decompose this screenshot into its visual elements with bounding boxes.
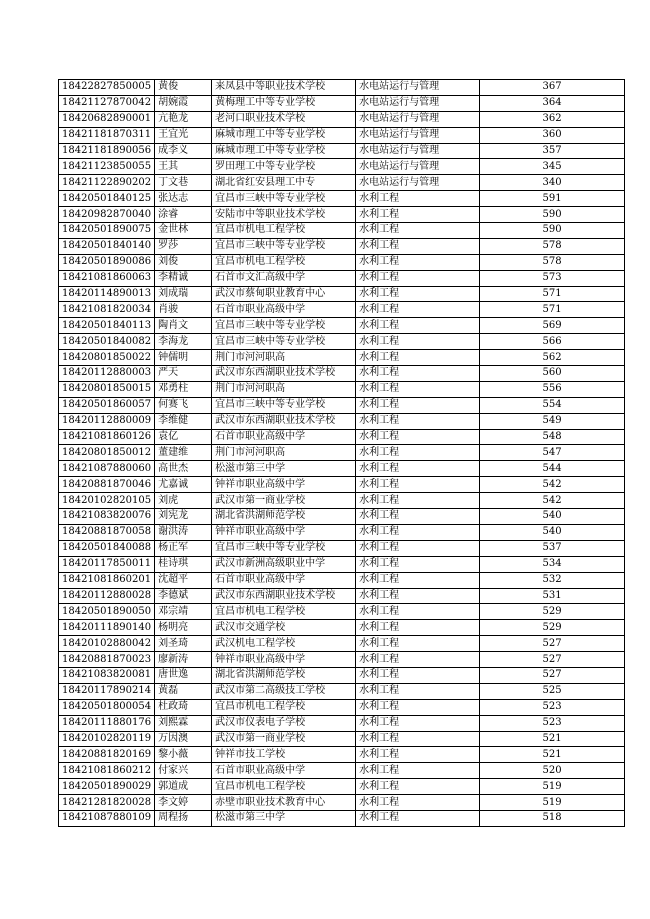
student-name-cell: 亢艳龙 [155,111,212,127]
score-cell: 566 [480,334,625,350]
table-row [59,270,625,286]
student-name-cell: 罗莎 [155,238,212,254]
major-cell: 水利工程 [356,588,480,604]
exam-number-cell: 18421181870311 [59,127,155,143]
exam-number-cell: 18420501890029 [59,779,155,795]
student-name-cell: 涂睿 [155,207,212,223]
exam-number-cell: 18420112880028 [59,588,155,604]
school-cell: 石首市职业高级中学 [212,302,356,318]
student-name-cell: 钟儒明 [155,350,212,366]
exam-number-cell: 18420801850012 [59,445,155,461]
score-cell: 340 [480,175,625,191]
major-cell: 水利工程 [356,731,480,747]
exam-number-cell: 18420112880003 [59,366,155,382]
score-cell: 532 [480,572,625,588]
exam-number-cell: 18421181890056 [59,143,155,159]
score-cell: 560 [480,366,625,382]
score-table [58,79,625,827]
score-cell: 547 [480,445,625,461]
student-name-cell: 刘虎 [155,493,212,509]
school-cell: 湖北省洪湖师范学校 [212,667,356,683]
student-name-cell: 沈超平 [155,572,212,588]
score-cell: 549 [480,413,625,429]
major-cell: 水利工程 [356,667,480,683]
table-row [59,286,625,302]
table-row [59,667,625,683]
exam-number-cell: 18420982870040 [59,207,155,223]
table-row [59,556,625,572]
major-cell: 水利工程 [356,524,480,540]
school-cell: 黄梅理工中等专业学校 [212,95,356,111]
major-cell: 水电站运行与管理 [356,159,480,175]
major-cell: 水利工程 [356,715,480,731]
student-name-cell: 张达志 [155,191,212,207]
student-name-cell: 成李义 [155,143,212,159]
major-cell: 水利工程 [356,270,480,286]
student-name-cell: 廖新涛 [155,652,212,668]
school-cell: 武汉市东西湖职业技术学校 [212,366,356,382]
school-cell: 钟祥市技工学校 [212,747,356,763]
score-cell: 571 [480,286,625,302]
exam-number-cell: 18420112880009 [59,413,155,429]
major-cell: 水利工程 [356,334,480,350]
score-cell: 529 [480,620,625,636]
score-cell: 527 [480,652,625,668]
exam-number-cell: 18420801850022 [59,350,155,366]
student-name-cell: 肖骏 [155,302,212,318]
score-cell: 519 [480,779,625,795]
major-cell: 水利工程 [356,254,480,270]
student-name-cell: 李文婷 [155,795,212,811]
school-cell: 宜昌市机电工程学校 [212,699,356,715]
school-cell: 宜昌市三峡中等专业学校 [212,334,356,350]
exam-number-cell: 18422827850005 [59,80,155,96]
table-row [59,477,625,493]
exam-number-cell: 18420501840082 [59,334,155,350]
school-cell: 武汉市交通学校 [212,620,356,636]
score-cell: 521 [480,747,625,763]
table-row [59,413,625,429]
school-cell: 赤壁市职业技术教育中心 [212,795,356,811]
score-cell: 590 [480,207,625,223]
major-cell: 水利工程 [356,493,480,509]
major-cell: 水利工程 [356,572,480,588]
school-cell: 武汉市新洲高级职业中学 [212,556,356,572]
score-cell: 537 [480,540,625,556]
school-cell: 石首市文汇高级中学 [212,270,356,286]
school-cell: 麻城市理工中等专业学校 [212,143,356,159]
score-cell: 345 [480,159,625,175]
student-name-cell: 周程扬 [155,810,212,826]
score-cell: 367 [480,80,625,96]
exam-number-cell: 18420881870058 [59,524,155,540]
major-cell: 水利工程 [356,207,480,223]
table-row [59,302,625,318]
major-cell: 水利工程 [356,350,480,366]
major-cell: 水利工程 [356,747,480,763]
student-name-cell: 陶肖文 [155,318,212,334]
exam-number-cell: 18421123850055 [59,159,155,175]
score-cell: 519 [480,795,625,811]
score-cell: 357 [480,143,625,159]
school-cell: 荆门市河河职高 [212,445,356,461]
school-cell: 来凤县中等职业技术学校 [212,80,356,96]
major-cell: 水利工程 [356,779,480,795]
score-cell: 540 [480,509,625,525]
major-cell: 水利工程 [356,509,480,525]
student-name-cell: 刘圣琦 [155,636,212,652]
exam-number-cell: 18420102880042 [59,636,155,652]
major-cell: 水利工程 [356,397,480,413]
student-name-cell: 刘宪龙 [155,509,212,525]
table-row [59,715,625,731]
student-name-cell: 邓宗靖 [155,604,212,620]
score-cell: 360 [480,127,625,143]
score-cell: 590 [480,223,625,239]
school-cell: 钟祥市职业高级中学 [212,524,356,540]
student-name-cell: 王宜光 [155,127,212,143]
major-cell: 水利工程 [356,429,480,445]
score-cell: 578 [480,238,625,254]
table-row [59,429,625,445]
student-name-cell: 刘熙霖 [155,715,212,731]
major-cell: 水利工程 [356,620,480,636]
table-row [59,175,625,191]
exam-number-cell: 18421081860126 [59,429,155,445]
exam-number-cell: 18420501890050 [59,604,155,620]
table-row [59,127,625,143]
score-cell: 542 [480,493,625,509]
exam-number-cell: 18420501800054 [59,699,155,715]
major-cell: 水利工程 [356,604,480,620]
table-row [59,95,625,111]
school-cell: 安陆市中等职业技术学校 [212,207,356,223]
score-cell: 569 [480,318,625,334]
exam-number-cell: 18421087880060 [59,461,155,477]
student-name-cell: 杜政琦 [155,699,212,715]
exam-number-cell: 18420881870023 [59,652,155,668]
student-name-cell: 谢洪涛 [155,524,212,540]
major-cell: 水利工程 [356,381,480,397]
major-cell: 水利工程 [356,683,480,699]
student-name-cell: 尤嘉诚 [155,477,212,493]
school-cell: 钟祥市职业高级中学 [212,477,356,493]
student-name-cell: 杨正军 [155,540,212,556]
table-row [59,524,625,540]
exam-number-cell: 18421122890202 [59,175,155,191]
table-row [59,238,625,254]
school-cell: 荆门市河河职高 [212,350,356,366]
table-row [59,509,625,525]
exam-number-cell: 18420501890075 [59,223,155,239]
table-row [59,604,625,620]
school-cell: 松滋市第三中学 [212,461,356,477]
exam-number-cell: 18421081860063 [59,270,155,286]
school-cell: 武汉市第一商业学校 [212,493,356,509]
school-cell: 武汉市第二高级技工学校 [212,683,356,699]
score-cell: 523 [480,699,625,715]
exam-number-cell: 18421081860201 [59,572,155,588]
table-row [59,493,625,509]
table-row [59,366,625,382]
major-cell: 水利工程 [356,810,480,826]
score-cell: 518 [480,810,625,826]
major-cell: 水利工程 [356,699,480,715]
major-cell: 水利工程 [356,540,480,556]
student-name-cell: 董建维 [155,445,212,461]
major-cell: 水电站运行与管理 [356,111,480,127]
major-cell: 水利工程 [356,636,480,652]
school-cell: 石首市职业高级中学 [212,572,356,588]
table-row [59,636,625,652]
school-cell: 宜昌市三峡中等专业学校 [212,238,356,254]
score-cell: 591 [480,191,625,207]
score-cell: 525 [480,683,625,699]
student-name-cell: 刘俊 [155,254,212,270]
table-row [59,779,625,795]
student-name-cell: 桂诗琪 [155,556,212,572]
table-row [59,191,625,207]
score-cell: 544 [480,461,625,477]
score-cell: 527 [480,667,625,683]
major-cell: 水利工程 [356,366,480,382]
student-name-cell: 付家兴 [155,763,212,779]
table-row [59,540,625,556]
major-cell: 水利工程 [356,413,480,429]
student-name-cell: 李维健 [155,413,212,429]
score-cell: 556 [480,381,625,397]
score-cell: 578 [480,254,625,270]
student-name-cell: 李精诚 [155,270,212,286]
table-row [59,588,625,604]
school-cell: 宜昌市三峡中等专业学校 [212,191,356,207]
score-cell: 531 [480,588,625,604]
school-cell: 武汉市蔡甸职业教育中心 [212,286,356,302]
school-cell: 武汉市东西湖职业技术学校 [212,413,356,429]
student-name-cell: 胡婉霞 [155,95,212,111]
student-name-cell: 高世杰 [155,461,212,477]
table-row [59,143,625,159]
exam-number-cell: 18421081820034 [59,302,155,318]
school-cell: 武汉市仪表电子学校 [212,715,356,731]
score-cell: 527 [480,636,625,652]
school-cell: 宜昌市机电工程学校 [212,604,356,620]
score-cell: 554 [480,397,625,413]
school-cell: 武汉市第一商业学校 [212,731,356,747]
exam-number-cell: 18421127870042 [59,95,155,111]
student-name-cell: 王其 [155,159,212,175]
student-name-cell: 金世林 [155,223,212,239]
table-row [59,318,625,334]
exam-number-cell: 18420111880176 [59,715,155,731]
school-cell: 武汉机电工程学校 [212,636,356,652]
score-cell: 520 [480,763,625,779]
score-cell: 523 [480,715,625,731]
table-row [59,699,625,715]
student-name-cell: 李德斌 [155,588,212,604]
major-cell: 水电站运行与管理 [356,95,480,111]
student-name-cell: 黎小薇 [155,747,212,763]
school-cell: 宜昌市机电工程学校 [212,223,356,239]
exam-number-cell: 18420102820105 [59,493,155,509]
score-cell: 362 [480,111,625,127]
major-cell: 水利工程 [356,238,480,254]
school-cell: 松滋市第三中学 [212,810,356,826]
student-name-cell: 郭道成 [155,779,212,795]
school-cell: 老河口职业技术学校 [212,111,356,127]
table-row [59,445,625,461]
student-name-cell: 丁文巷 [155,175,212,191]
school-cell: 麻城市理工中等专业学校 [212,127,356,143]
major-cell: 水电站运行与管理 [356,143,480,159]
exam-number-cell: 18420111890140 [59,620,155,636]
major-cell: 水利工程 [356,286,480,302]
student-name-cell: 邓勇柱 [155,381,212,397]
student-name-cell: 刘成瑞 [155,286,212,302]
exam-number-cell: 18421083820081 [59,667,155,683]
major-cell: 水利工程 [356,318,480,334]
table-row [59,207,625,223]
exam-number-cell: 18420117890214 [59,683,155,699]
table-row [59,620,625,636]
table-row [59,461,625,477]
major-cell: 水利工程 [356,191,480,207]
major-cell: 水利工程 [356,302,480,318]
school-cell: 宜昌市三峡中等专业学校 [212,540,356,556]
exam-number-cell: 18421087880109 [59,810,155,826]
student-name-cell: 杨明亮 [155,620,212,636]
exam-number-cell: 18420117850011 [59,556,155,572]
exam-number-cell: 18420114890013 [59,286,155,302]
school-cell: 荆门市河河职高 [212,381,356,397]
table-row [59,683,625,699]
score-cell: 573 [480,270,625,286]
table-row [59,763,625,779]
exam-number-cell: 18420501840125 [59,191,155,207]
score-cell: 521 [480,731,625,747]
student-name-cell: 黄磊 [155,683,212,699]
school-cell: 湖北省红安县理工中专 [212,175,356,191]
exam-number-cell: 18421081860212 [59,763,155,779]
score-cell: 364 [480,95,625,111]
student-name-cell: 何赛飞 [155,397,212,413]
exam-number-cell: 18420102820119 [59,731,155,747]
exam-number-cell: 18420881870046 [59,477,155,493]
school-cell: 罗田理工中等专业学校 [212,159,356,175]
exam-number-cell: 18420881820169 [59,747,155,763]
major-cell: 水电站运行与管理 [356,127,480,143]
exam-number-cell: 18421083820076 [59,509,155,525]
exam-number-cell: 18420682890001 [59,111,155,127]
table-row [59,795,625,811]
exam-number-cell: 18420501840088 [59,540,155,556]
table-row [59,80,625,96]
student-name-cell: 严天 [155,366,212,382]
table-row [59,254,625,270]
table-row [59,731,625,747]
student-name-cell: 李海龙 [155,334,212,350]
major-cell: 水利工程 [356,652,480,668]
score-cell: 562 [480,350,625,366]
table-row [59,223,625,239]
major-cell: 水利工程 [356,556,480,572]
major-cell: 水利工程 [356,445,480,461]
school-cell: 宜昌市机电工程学校 [212,254,356,270]
score-cell: 542 [480,477,625,493]
score-cell: 548 [480,429,625,445]
student-name-cell: 黄俊 [155,80,212,96]
table-row [59,381,625,397]
student-name-cell: 万因澳 [155,731,212,747]
school-cell: 石首市职业高级中学 [212,429,356,445]
major-cell: 水利工程 [356,763,480,779]
school-cell: 武汉市东西湖职业技术学校 [212,588,356,604]
table-row [59,159,625,175]
score-cell: 540 [480,524,625,540]
school-cell: 宜昌市三峡中等专业学校 [212,318,356,334]
score-cell: 529 [480,604,625,620]
score-table-body [59,80,625,827]
major-cell: 水电站运行与管理 [356,80,480,96]
major-cell: 水利工程 [356,223,480,239]
school-cell: 钟祥市职业高级中学 [212,652,356,668]
table-row [59,572,625,588]
table-row [59,334,625,350]
school-cell: 宜昌市机电工程学校 [212,779,356,795]
table-row [59,111,625,127]
major-cell: 水利工程 [356,477,480,493]
school-cell: 湖北省洪湖师范学校 [212,509,356,525]
exam-number-cell: 18421281820028 [59,795,155,811]
major-cell: 水利工程 [356,795,480,811]
table-row [59,397,625,413]
major-cell: 水利工程 [356,461,480,477]
exam-number-cell: 18420501860057 [59,397,155,413]
major-cell: 水电站运行与管理 [356,175,480,191]
table-row [59,652,625,668]
exam-number-cell: 18420501840140 [59,238,155,254]
table-row [59,810,625,826]
exam-number-cell: 18420801850015 [59,381,155,397]
score-cell: 571 [480,302,625,318]
school-cell: 宜昌市三峡中等专业学校 [212,397,356,413]
student-name-cell: 唐世逸 [155,667,212,683]
table-row [59,350,625,366]
exam-number-cell: 18420501890086 [59,254,155,270]
table-row [59,747,625,763]
score-cell: 534 [480,556,625,572]
student-name-cell: 袁亿 [155,429,212,445]
school-cell: 石首市职业高级中学 [212,763,356,779]
exam-number-cell: 18420501840113 [59,318,155,334]
